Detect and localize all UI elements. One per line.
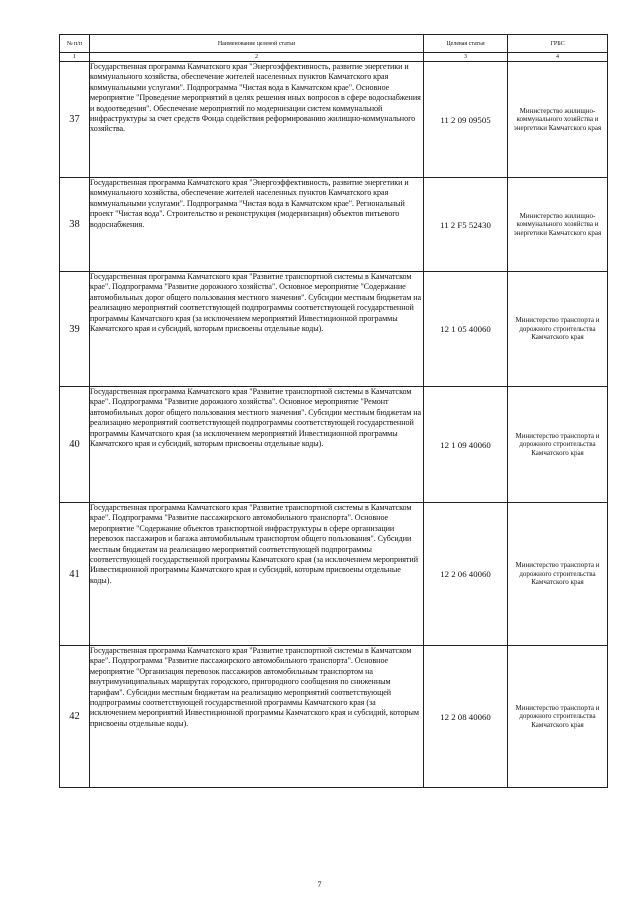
page-number: 7 [317, 880, 322, 889]
row-name: Государственная программа Камчатского края "Развитие транспортной системы в Камчатском крае". Подпрограмма "Развитие пассажирского автомобильного транспорта". Основное мероприятие "Организация перевозок пассажиров автомобильным транспортом на внутримуниципальных маршрутах городского, пригородного сообщения по сниженным тарифам". Субсидии местным бюджетам на реализацию мероприятий соответствующей подпрограммы соответствующей государственной программы Камчатского края (за исключением мероприятий Инвестиционной программы Камчатского края и субсидий, которым присвоены отдельные коды). [90, 646, 424, 788]
index-cell: 4 [508, 53, 608, 62]
table-row [60, 178, 608, 272]
row-grbs: Министерство жилищно-коммунального хозяйства и энергетики Камчатского края [508, 62, 608, 178]
row-name: Государственная программа Камчатского края "Энергоэффективность, развитие энергетики и коммунального хозяйства, обеспечение жителей населенных пунктов Камчатского края коммунальными услугами". Подпрограмма "Чистая вода в Камчатском крае". Региональный проект "Чистая вода". Строительство и реконструкция (модернизация) объектов питьевого водоснабжения. [90, 178, 424, 272]
row-grbs: Министерство транспорта и дорожного строительства Камчатского края [508, 387, 608, 503]
index-cell: 1 [60, 53, 90, 62]
table-header-row [60, 35, 608, 53]
row-name: Государственная программа Камчатского края "Развитие транспортной системы в Камчатском крае". Подпрограмма "Развитие пассажирского автомобильного транспорта". Основное мероприятие "Содержание объектов транспортной инфраструктуры в сфере организации перевозок пассажиров и багажа автомобильным транспортом общего пользования". Субсидии местным бюджетам на реализацию мероприятий соответствующей подпрограммы соответствующей государственной программы Камчатского края (за исключением мероприятий Инвестиционной программы Камчатского края и субсидий, которым присвоены отдельные коды). [90, 503, 424, 646]
row-code: 12 2 06 40060 [424, 503, 508, 646]
table-row [60, 503, 608, 646]
table-row [60, 272, 608, 387]
target-articles-table [59, 34, 608, 788]
header-grbs: ГРБС [508, 35, 608, 53]
table-row [60, 62, 608, 178]
row-code: 11 2 F5 52430 [424, 178, 508, 272]
row-name: Государственная программа Камчатского края "Развитие транспортной системы в Камчатском крае". Подпрограмма "Развитие дорожного хозяйства". Основное мероприятие "Содержание автомобильных дорог общего пользования местного значения". Субсидии местным бюджетам на реализацию мероприятий соответствующей подпрограммы соответствующей государственной программы Камчатского края (за исключением мероприятий Инвестиционной программы Камчатского края и субсидий, которым присвоены отдельные коды). [90, 272, 424, 387]
table-row [60, 646, 608, 788]
row-number: 37 [60, 62, 90, 178]
table-row [60, 387, 608, 503]
row-number: 39 [60, 272, 90, 387]
row-name: Государственная программа Камчатского края "Развитие транспортной системы в Камчатском крае". Подпрограмма "Развитие дорожного хозяйства". Основное мероприятие "Ремонт автомобильных дорог общего пользования местного значения". Субсидии местным бюджетам на реализацию мероприятий соответствующей подпрограммы соответствующей государственной программы Камчатского края (за исключением мероприятий Инвестиционной программы Камчатского края и субсидий, которым присвоены отдельные коды). [90, 387, 424, 503]
row-number: 42 [60, 646, 90, 788]
header-name: Наименование целевой статьи [90, 35, 424, 53]
row-code: 11 2 09 09505 [424, 62, 508, 178]
row-grbs: Министерство транспорта и дорожного строительства Камчатского края [508, 646, 608, 788]
index-cell: 2 [90, 53, 424, 62]
row-number: 40 [60, 387, 90, 503]
row-grbs: Министерство жилищно-коммунального хозяйства и энергетики Камчатского края [508, 178, 608, 272]
row-name: Государственная программа Камчатского края "Энергоэффективность, развитие энергетики и коммунального хозяйства, обеспечение жителей населенных пунктов Камчатского края коммунальными услугами". Подпрограмма "Чистая вода в Камчатском крае". Основное мероприятие "Проведение мероприятий в целях решения иных вопросов в сфере водоснабжения и водоотведения". Обеспечение мероприятий по модернизации систем коммунальной инфраструктуры за счет средств Фонда содействия реформированию жилищно-коммунального хозяйства. [90, 62, 424, 178]
row-grbs: Министерство транспорта и дорожного строительства Камчатского края [508, 272, 608, 387]
header-num: № п/п [60, 35, 90, 53]
header-code: Целевая статья [424, 35, 508, 53]
row-code: 12 1 05 40060 [424, 272, 508, 387]
row-grbs: Министерство транспорта и дорожного строительства Камчатского края [508, 503, 608, 646]
index-cell: 3 [424, 53, 508, 62]
table-index-row [60, 53, 608, 62]
row-code: 12 2 08 40060 [424, 646, 508, 788]
row-code: 12 1 09 40060 [424, 387, 508, 503]
row-number: 41 [60, 503, 90, 646]
row-number: 38 [60, 178, 90, 272]
